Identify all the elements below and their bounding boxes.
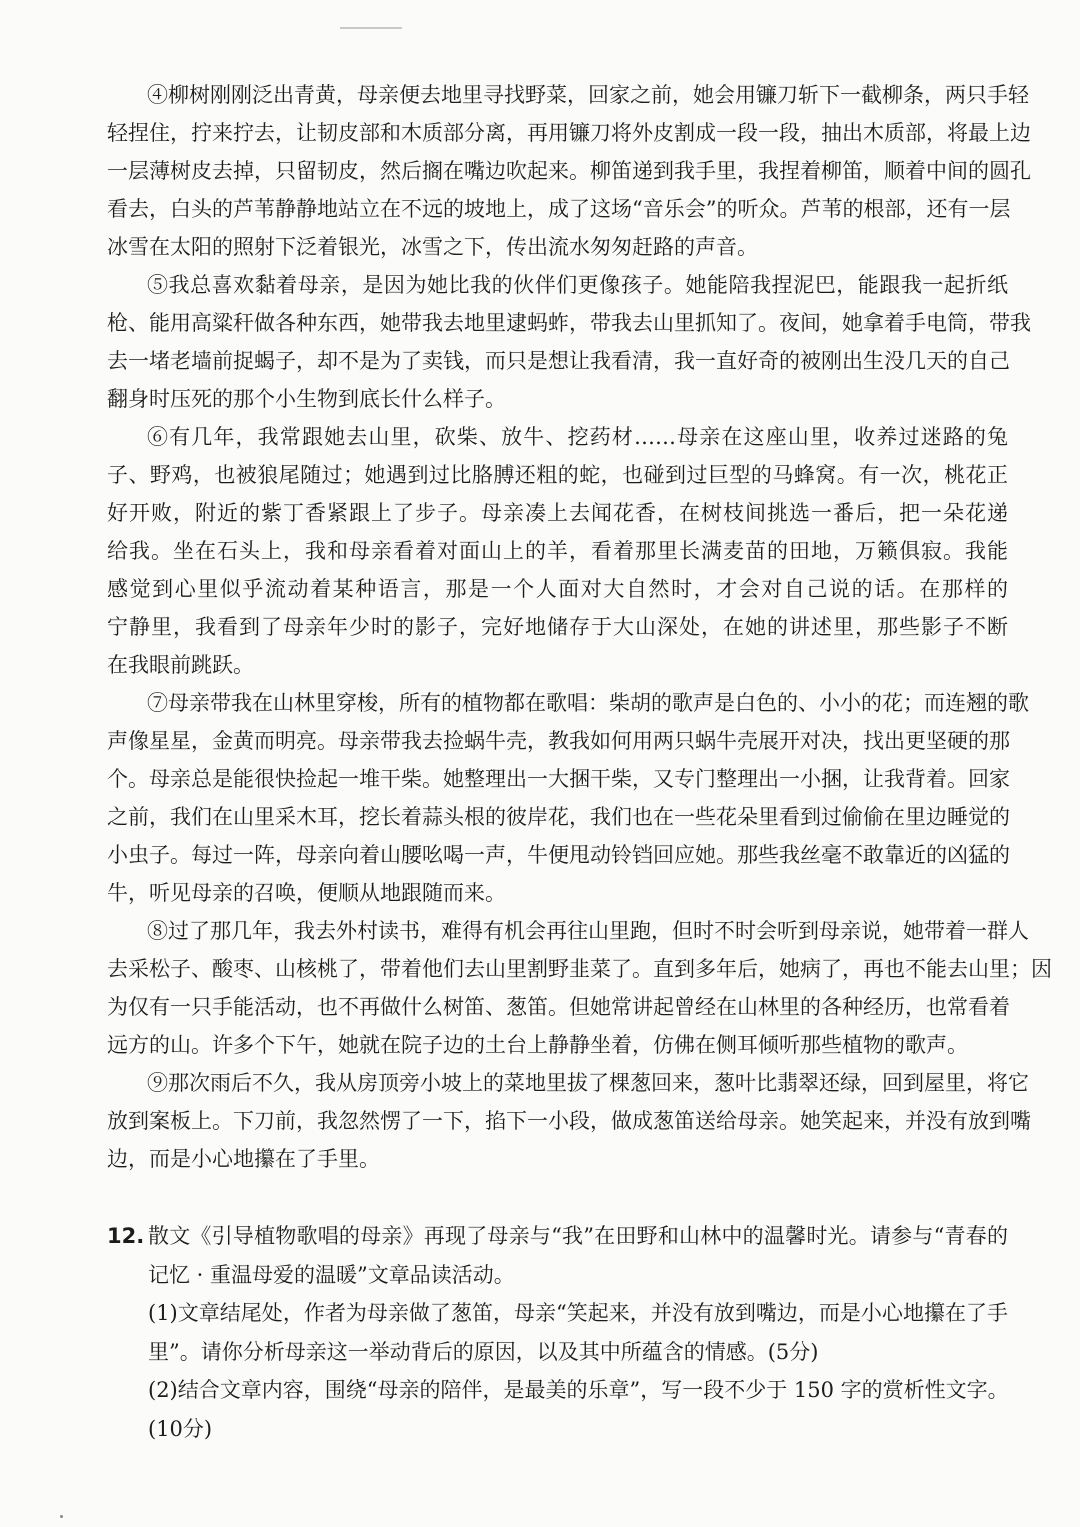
scan-mark (340, 27, 402, 29)
text-line: 去一堵老墙前捉蝎子，却不是为了卖钱，而只是想让我看清，我一直好奇的被刚出生没几天的自己 (107, 349, 1010, 373)
text-line: ⑨那次雨后不久，我从房顶旁小坡上的菜地里拔了棵葱回来，葱叶比翡翠还绿，回到屋里，将它 (147, 1071, 1029, 1095)
text-line: 声像星星，金黄而明亮。母亲带我去捡蜗牛壳，教我如何用两只蜗牛壳展开对决，找出更坚硬的那 (107, 729, 1010, 753)
text-line: 远方的山。许多个下午，她就在院子边的土台上静静坐着，仿佛在侧耳倾听那些植物的歌声。 (107, 1033, 968, 1057)
article-body (107, 76, 1052, 1178)
text-line: 轻捏住，拧来拧去，让韧皮部和木质部分离，再用镰刀将外皮割成一段一段，抽出木质部，将最上边 (107, 121, 1031, 145)
scan-speck (60, 1515, 63, 1518)
text-line: 个。母亲总是能很快捡起一堆干柴。她整理出一大捆干柴，又专门整理出一小捆，让我背着。回家 (107, 767, 1010, 791)
paragraph (107, 684, 1029, 912)
text-line: 小虫子。每过一阵，母亲向着山腰吆喝一声，牛便甩动铃铛回应她。那些我丝毫不敢靠近的凶猛的 (107, 843, 1010, 867)
paragraph (107, 418, 1008, 684)
paragraph (148, 1371, 1008, 1448)
text-line: 放到案板上。下刀前，我忽然愣了一下，掐下一小段，做成葱笛送给母亲。她笑起来，并没有放到嘴 (107, 1109, 1031, 1133)
paragraph (148, 1294, 1008, 1371)
text-line: ⑤我总喜欢黏着母亲，是因为她比我的伙伴们更像孩子。她能陪我捏泥巴，能跟我一起折纸 (147, 273, 1008, 297)
text-line: 里”。请你分析母亲这一举动背后的原因，以及其中所蕴含的情感。(5分) (148, 1339, 819, 1364)
text-line: (1)文章结尾处，作者为母亲做了葱笛，母亲“笑起来，并没有放到嘴边，而是小心地攥在了手 (148, 1301, 1008, 1325)
paragraph (148, 1217, 1008, 1294)
text-line: 去采松子、酸枣、山核桃了，带着他们去山里割野韭菜了。直到多年后，她病了，再也不能去山里；因 (107, 957, 1052, 981)
text-line: ⑥有几年，我常跟她去山里，砍柴、放牛、挖药材……母亲在这座山里，收养过迷路的兔 (147, 425, 1008, 449)
text-line: ⑦母亲带我在山林里穿梭，所有的植物都在歌唱：柴胡的歌声是白色的、小小的花；而连翘的歌 (147, 691, 1029, 715)
text-line: (2)结合文章内容，围绕“母亲的陪伴，是最美的乐章”，写一段不少于 150 字的赏析性文字。 (148, 1378, 1009, 1402)
text-line: 感觉到心里似乎流动着某种语言，那是一个人面对大自然时，才会对自己说的话。在那样的 (107, 577, 1008, 601)
paragraph (107, 912, 1052, 1064)
text-line: 看去，白头的芦苇静静地站立在不远的坡地上，成了这场“音乐会”的听众。芦苇的根部，还有一层 (107, 197, 1011, 221)
question-body (148, 1217, 1008, 1448)
text-line: 边，而是小心地攥在了手里。 (107, 1147, 380, 1171)
text-line: 宁静里，我看到了母亲年少时的影子，完好地储存于大山深处，在她的讲述里，那些影子不断 (107, 615, 1008, 639)
text-line: ④柳树刚刚泛出青黄，母亲便去地里寻找野菜，回家之前，她会用镰刀斩下一截柳条，两只手轻 (147, 83, 1029, 107)
text-line: 好开败，附近的紫丁香紧跟上了步子。母亲凑上去闻花香，在树枝间挑选一番后，把一朵花递 (107, 501, 1008, 525)
paragraph (107, 76, 1031, 266)
text-line: 子、野鸡，也被狼尾随过；她遇到过比胳膊还粗的蛇，也碰到过巨型的马蜂窝。有一次，桃花正 (107, 463, 1008, 487)
text-line: ⑧过了那几年，我去外村读书，难得有机会再往山里跑，但时不时会听到母亲说，她带着一群人 (147, 919, 1029, 943)
text-line: 冰雪在太阳的照射下泛着银光，冰雪之下，传出流水匆匆赶路的声音。 (107, 235, 758, 259)
text-line: 记忆 · 重温母爱的温暖”文章品读活动。 (148, 1262, 515, 1287)
paragraph (107, 1064, 1031, 1178)
text-line: 给我。坐在石头上，我和母亲看着对面山上的羊，看着那里长满麦苗的田地，万籁俱寂。我能 (107, 539, 1008, 563)
text-line: 一层薄树皮去掉，只留韧皮，然后搁在嘴边吹起来。柳笛递到我手里，我捏着柳笛，顺着中间的圆孔 (107, 159, 1031, 183)
text-line: 枪、能用高粱秆做各种东西，她带我去地里逮蚂蚱，带我去山里抓知了。夜间，她拿着手电筒，带我 (107, 311, 1031, 335)
question-number: 12. (107, 1224, 145, 1248)
text-line: 在我眼前跳跃。 (107, 653, 254, 677)
text-line: 牛，听见母亲的召唤，便顺从地跟随而来。 (107, 881, 506, 905)
text-line: 翻身时压死的那个小生物到底长什么样子。 (107, 387, 506, 411)
paragraph (107, 266, 1031, 418)
text-line: 之前，我们在山里采木耳，挖长着蒜头根的彼岸花，我们也在一些花朵里看到过偷偷在里边睡觉的 (107, 805, 1010, 829)
text-line: 散文《引导植物歌唱的母亲》再现了母亲与“我”在田野和山林中的温馨时光。请参与“青春的 (148, 1224, 1008, 1248)
text-line: 为仅有一只手能活动，也不再做什么树笛、葱笛。但她常讲起曾经在山林里的各种经历，也常看着 (107, 995, 1010, 1019)
text-line: (10分) (148, 1416, 213, 1441)
question-12 (107, 1217, 1008, 1448)
